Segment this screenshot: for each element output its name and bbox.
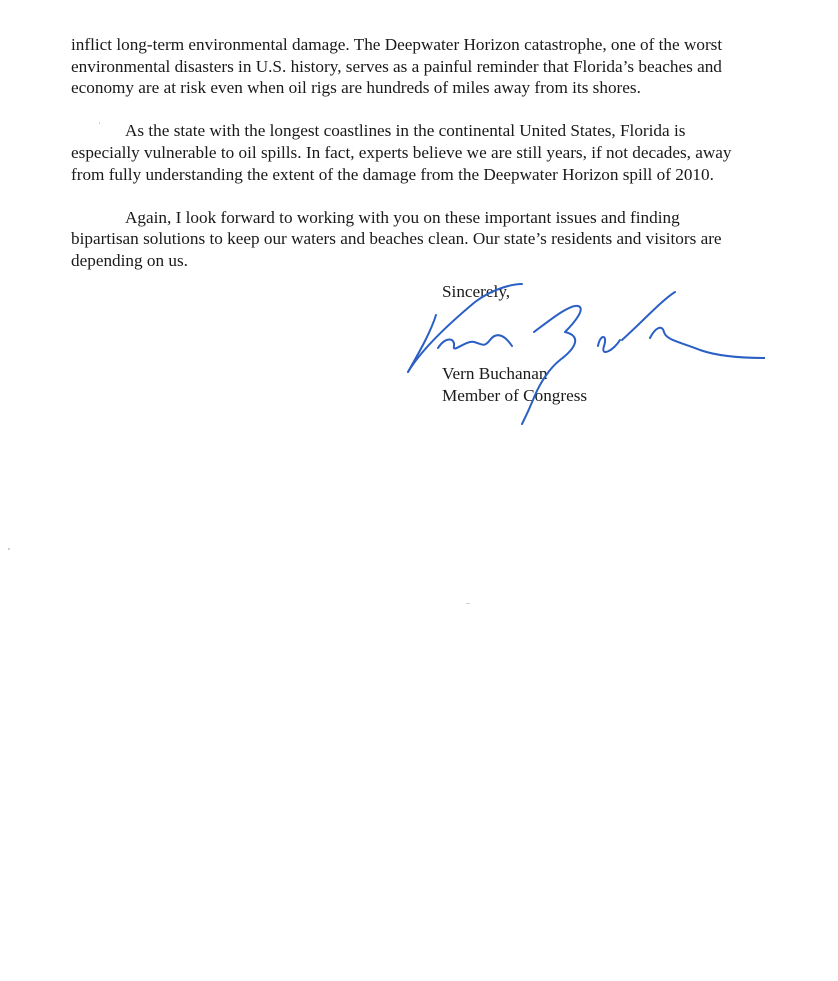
signature-stroke xyxy=(522,306,581,424)
text-line: inflict long-term environmental damage. The Deepwater Horizon catastrophe, one of the worst xyxy=(71,35,723,54)
signature-stroke xyxy=(650,328,765,358)
paragraph-coastlines xyxy=(71,120,761,185)
signature-stroke xyxy=(438,335,512,348)
signer-title: Member of Congress xyxy=(442,385,588,405)
signature-stroke xyxy=(622,292,675,340)
scan-speck xyxy=(99,122,100,124)
closing-salutation: Sincerely, xyxy=(442,282,511,301)
text-line: especially vulnerable to oil spills. In fact, experts believe we are still years, if not decades, away xyxy=(71,142,732,162)
text-line: from fully understanding the extent of the damage from the Deepwater Horizon spill of 2010. xyxy=(71,164,714,184)
scan-speck xyxy=(8,548,10,550)
signer-name: Vern Buchanan xyxy=(442,364,548,383)
text-line: environmental disasters in U.S. history, serves as a painful reminder that Florida’s beaches and xyxy=(71,56,722,76)
text-line: Again, I look forward to working with you on these important issues and finding xyxy=(125,207,680,227)
letter-body xyxy=(71,34,761,293)
scan-speck xyxy=(466,603,470,604)
signature-stroke xyxy=(598,337,620,352)
text-line: bipartisan solutions to keep our waters and beaches clean. Our state’s residents and visitors are xyxy=(71,229,722,249)
text-line: As the state with the longest coastlines in the continental United States, Florida is xyxy=(125,121,686,141)
text-line: economy are at risk even when oil rigs are hundreds of miles away from its shores. xyxy=(71,78,641,98)
handwritten-signature xyxy=(400,282,765,427)
signature-stroke xyxy=(408,284,522,372)
text-line: depending on us. xyxy=(71,250,188,270)
paragraph-environmental-damage xyxy=(71,34,761,99)
paragraph-bipartisan-solutions xyxy=(71,207,761,272)
signature-stroke xyxy=(408,315,436,372)
